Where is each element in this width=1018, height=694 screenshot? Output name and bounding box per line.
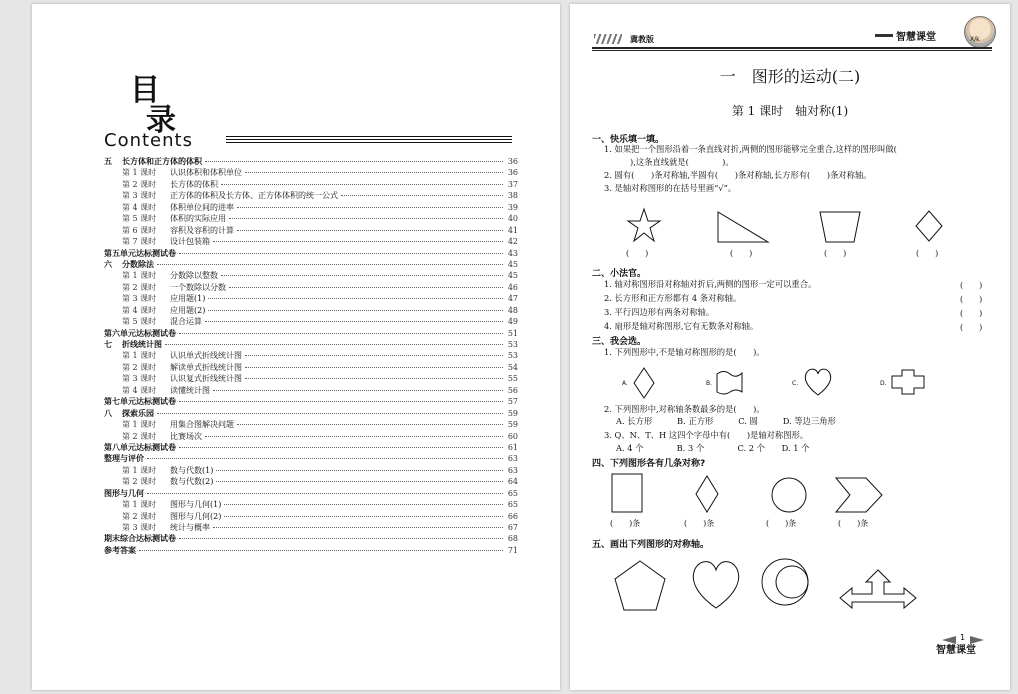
- s3-option-c: C.: [792, 380, 799, 387]
- toc-row-lesson[interactable]: [104, 213, 518, 224]
- toc-page-number: 42: [507, 237, 518, 247]
- s2-item-3: 3. 平行四边形有两条对称轴。: [604, 307, 715, 317]
- toc-page-number: 53: [507, 351, 518, 361]
- toc-row-lesson[interactable]: [104, 419, 518, 430]
- toc-leader-dots: [216, 481, 503, 482]
- toc-page-number: 53: [507, 340, 518, 349]
- toc-leader-dots: [229, 218, 503, 219]
- toc-title: 图形与几何(2): [170, 511, 222, 521]
- toc-row-lesson[interactable]: [104, 511, 518, 522]
- toc-row-test[interactable]: [104, 248, 518, 259]
- toc-leader-dots: [205, 161, 503, 162]
- toc-title: 统计与概率: [170, 523, 210, 532]
- toc-page-number: 63: [507, 465, 518, 475]
- toc-lesson-label: 第 3 课时: [122, 191, 157, 201]
- toc-title: 第六单元达标测试卷: [104, 328, 176, 338]
- s1-answer-1[interactable]: ( ): [626, 249, 649, 258]
- toc-page-number: 59: [507, 420, 518, 430]
- nested-circles-shape: [760, 556, 812, 608]
- toc-page-number: 41: [507, 225, 518, 235]
- toc-title: 认识单式折线统计图: [170, 351, 242, 361]
- toc-row-test[interactable]: [104, 545, 518, 556]
- toc-title: 分数除以整数: [170, 271, 218, 281]
- toc-page-number: 37: [507, 179, 518, 189]
- toc-row-lesson[interactable]: [104, 225, 518, 236]
- section-5-heading: 五、画出下列图形的对称轴。: [592, 540, 710, 550]
- footer-brand: 智慧课堂: [936, 645, 976, 656]
- toc-page-number: 56: [507, 385, 518, 395]
- toc-title: 一个数除以分数: [170, 282, 226, 292]
- option-c-heart-shape: [802, 366, 834, 398]
- toc-page-number: 48: [507, 305, 518, 315]
- toc-row-lesson[interactable]: [104, 373, 518, 384]
- toc-lesson-label: 第 2 课时: [122, 431, 157, 441]
- unit-title: 一 图形的运动(二): [719, 67, 861, 86]
- s3-question-3: 3. Q、N、T、H 这四个字母中有( )是轴对称图形。: [604, 430, 809, 440]
- toc-leader-dots: [179, 538, 503, 539]
- toc-page-number: 36: [507, 168, 518, 178]
- rectangle-shape: [610, 472, 644, 514]
- toc-leader-dots: [221, 184, 503, 185]
- toc-page-number: 46: [507, 282, 518, 292]
- s3-question-1: 1. 下列图形中,不是轴对称图形的是( )。: [604, 347, 765, 357]
- s4-answer-1[interactable]: ( )条: [610, 519, 641, 528]
- option-a-diamond-shape: [632, 366, 656, 400]
- section-3-heading: 三、我会选。: [592, 337, 647, 347]
- toc-leader-dots: [229, 287, 503, 288]
- toc-row-lesson[interactable]: [104, 282, 518, 293]
- toc-title: 折线统计图: [122, 340, 162, 349]
- toc-page-number: 39: [507, 202, 518, 212]
- s3-question-2: 2. 下列图形中,对称轴条数最多的是( )。: [604, 404, 765, 414]
- toc-title: 混合运算: [170, 317, 202, 327]
- toc-page-number: 63: [507, 454, 518, 464]
- toc-leader-dots: [179, 401, 503, 402]
- option-b-flag-shape: [714, 368, 744, 396]
- toc-page-number: 60: [507, 431, 518, 441]
- toc-title: 第七单元达标测试卷: [104, 397, 176, 407]
- toc-page-number: 71: [507, 545, 518, 555]
- toc-leader-dots: [179, 447, 503, 448]
- toc-row-lesson[interactable]: [104, 385, 518, 396]
- section-4-heading: 四、下列图形各有几条对称?: [592, 459, 706, 469]
- section-2-heading: 二、小法官。: [592, 269, 647, 279]
- toc-title: 图形与几何(1): [170, 500, 222, 510]
- toc-lesson-label: 第 2 课时: [122, 511, 157, 521]
- toc-title: 设计包装箱: [170, 237, 210, 247]
- edition-label: 冀教版: [630, 35, 654, 44]
- contents-banner: [104, 131, 512, 151]
- toc-leader-dots: [147, 493, 503, 494]
- s2-answer-4[interactable]: ( ): [960, 323, 983, 332]
- toc-leader-dots: [245, 355, 503, 356]
- toc-leader-dots: [245, 172, 503, 173]
- rhombus-shape: [914, 209, 944, 243]
- toc-title: 解读单式折线统计图: [170, 362, 242, 372]
- toc-row-test[interactable]: [104, 533, 518, 544]
- toc-title: 容积及容积的计算: [170, 225, 234, 235]
- s3-option-a: A.: [622, 380, 628, 387]
- toc-row-lesson[interactable]: [104, 431, 518, 442]
- toc-row-lesson[interactable]: [104, 465, 518, 476]
- toc-title: 数与代数(1): [170, 465, 214, 475]
- toc-page-number: 65: [507, 488, 518, 498]
- toc-title: 数与代数(2): [170, 477, 214, 487]
- toc-row-test[interactable]: [104, 328, 518, 339]
- s1-question-3: 3. 是轴对称图形的在括号里画“√”。: [604, 183, 737, 193]
- toc-title: 长方体和正方体的体积: [122, 157, 202, 166]
- toc-row-test[interactable]: [104, 442, 518, 453]
- toc-lesson-label: 第 6 课时: [122, 225, 157, 235]
- worksheet-page: [570, 4, 1010, 690]
- pentagon-shape: [612, 558, 668, 614]
- mascot-label: X/k: [970, 36, 980, 43]
- toc-lesson-label: 第 1 课时: [122, 351, 157, 361]
- toc-row-lesson[interactable]: [104, 350, 518, 361]
- circle-shape: [770, 476, 808, 514]
- s1-answer-4[interactable]: ( ): [916, 249, 939, 258]
- s3-option-d: D.: [880, 380, 887, 387]
- toc-page-number: 43: [507, 248, 518, 258]
- right-triangle-shape: [716, 210, 770, 244]
- s4-answer-3[interactable]: ( )条: [766, 519, 797, 528]
- toc-page-number: 36: [507, 157, 518, 166]
- toc-lesson-label: 第 1 课时: [122, 168, 157, 178]
- toc-title: 第八单元达标测试卷: [104, 442, 176, 452]
- toc-page-number: 59: [507, 408, 518, 418]
- toc-title: 认识体积和体积单位: [170, 168, 242, 178]
- header-arrow-icon: [875, 34, 893, 37]
- toc-title: 应用题(2): [170, 305, 206, 315]
- toc-title: 第五单元达标测试卷: [104, 248, 176, 258]
- diamond-shape: [694, 474, 720, 514]
- toc-lesson-label: 第 1 课时: [122, 500, 157, 510]
- toc-lesson-label: 第 5 课时: [122, 317, 157, 327]
- toc-title: 体积的实际应用: [170, 214, 226, 224]
- s1-question-2: 2. 圆有( )条对称轴,半圆有( )条对称轴,长方形有( )条对称轴。: [604, 170, 872, 180]
- toc-row-lesson[interactable]: [104, 236, 518, 247]
- toc-title: 整理与评价: [104, 454, 144, 464]
- toc-page-number: 54: [507, 362, 518, 372]
- toc-title: 认识复式折线统计图: [170, 374, 242, 384]
- toc-page-number: 61: [507, 442, 518, 452]
- toc-row-lesson[interactable]: [104, 305, 518, 316]
- toc-page-number: 68: [507, 534, 518, 544]
- toc-leader-dots: [213, 241, 503, 242]
- toc-lesson-label: 第 4 课时: [122, 385, 157, 395]
- toc-leader-dots: [224, 504, 503, 505]
- toc-lesson-label: 第 2 课时: [122, 362, 157, 372]
- header-stripes: [594, 34, 622, 44]
- toc-leader-dots: [245, 367, 503, 368]
- toc-lesson-label: 第 3 课时: [122, 523, 157, 532]
- toc-heading-char1: 目: [130, 73, 160, 108]
- s2-answer-3[interactable]: ( ): [960, 309, 983, 318]
- page-number: 1: [960, 633, 966, 642]
- toc-lesson-label: 第 3 课时: [122, 294, 157, 304]
- toc-leader-dots: [208, 310, 503, 311]
- toc-row-test[interactable]: [104, 396, 518, 407]
- toc-page-number: 65: [507, 500, 518, 510]
- contents-word: Contents: [104, 130, 193, 151]
- toc-title: 分数除法: [122, 259, 154, 269]
- toc-title: 体积单位间的进率: [170, 202, 234, 212]
- toc-page-number: 49: [507, 317, 518, 327]
- toc-page-number: 45: [507, 259, 518, 269]
- toc-title: 探索乐园: [122, 408, 154, 418]
- toc-lesson-label: 第 2 课时: [122, 477, 157, 487]
- toc-page-number: 38: [507, 191, 518, 201]
- toc-row-chapter[interactable]: [104, 259, 518, 270]
- s3-question-2-options: A. 长方形 B. 正方形 C. 圆 D. 等边三角形: [616, 416, 836, 426]
- toc-row-chapter[interactable]: [104, 339, 518, 350]
- toc-leader-dots: [245, 378, 503, 379]
- toc-row-test[interactable]: [104, 488, 518, 499]
- toc-row-lesson[interactable]: [104, 179, 518, 190]
- toc-leader-dots: [147, 458, 503, 459]
- option-d-cross-shape: [890, 368, 926, 396]
- toc-row-test[interactable]: [104, 453, 518, 464]
- toc-lesson-label: 第 4 课时: [122, 202, 157, 212]
- contents-rule: [226, 136, 512, 145]
- toc-row-lesson[interactable]: [104, 476, 518, 487]
- s3-option-b: B.: [706, 380, 713, 387]
- toc-number: 五: [104, 157, 112, 166]
- s4-answer-4[interactable]: ( )条: [838, 519, 869, 528]
- toc-title: 应用题(1): [170, 294, 206, 304]
- toc-heading-char2: 录: [146, 103, 176, 138]
- toc-lesson-label: 第 7 课时: [122, 237, 157, 247]
- toc-number: 八: [104, 408, 112, 418]
- toc-heading: [130, 73, 176, 138]
- toc-leader-dots: [179, 253, 503, 254]
- toc-title: 期末综合达标测试卷: [104, 534, 176, 544]
- toc-lesson-label: 第 2 课时: [122, 179, 157, 189]
- toc-title: 长方体的体积: [170, 179, 218, 189]
- toc-row-lesson[interactable]: [104, 499, 518, 510]
- toc-page-number: 45: [507, 271, 518, 281]
- toc-leader-dots: [224, 516, 503, 517]
- s3-question-3-options: A. 4 个 B. 3 个 C. 2 个 D. 1 个: [616, 443, 810, 453]
- toc-leader-dots: [221, 275, 503, 276]
- toc-row-lesson[interactable]: [104, 316, 518, 327]
- toc-leader-dots: [205, 321, 503, 322]
- toc-lesson-label: 第 1 课时: [122, 271, 157, 281]
- toc-leader-dots: [341, 195, 503, 196]
- toc-row-lesson[interactable]: [104, 270, 518, 281]
- toc-title: 读懂统计图: [170, 385, 210, 395]
- toc-leader-dots: [179, 333, 503, 334]
- toc-number: 七: [104, 340, 112, 349]
- toc-leader-dots: [139, 550, 503, 551]
- toc-title: 参考答案: [104, 545, 136, 555]
- toc-page-number: 55: [507, 374, 518, 384]
- s2-item-2: 2. 长方形和正方形都有 4 条对称轴。: [604, 293, 742, 303]
- header-brand: 智慧课堂: [896, 32, 936, 43]
- heart-shape: [688, 556, 744, 612]
- toc-page-number: 67: [507, 523, 518, 532]
- toc-page: [32, 4, 560, 690]
- toc-row-lesson[interactable]: [104, 190, 518, 201]
- toc-page-number: 64: [507, 477, 518, 487]
- toc-leader-dots: [205, 436, 503, 437]
- toc-row-lesson[interactable]: [104, 293, 518, 304]
- toc-row-lesson[interactable]: [104, 167, 518, 178]
- s2-item-4: 4. 扇形是轴对称图形,它有无数条对称轴。: [604, 321, 759, 331]
- s1-question-1-cont: ),这条直线就是( )。: [630, 157, 734, 167]
- toc-page-number: 57: [507, 397, 518, 407]
- star-shape: [626, 207, 662, 243]
- toc-list: [104, 156, 518, 556]
- toc-title: 正方体的体积及长方体、正方体体积的统一公式: [170, 191, 338, 201]
- header-rule: [592, 47, 992, 51]
- toc-row-lesson[interactable]: [104, 202, 518, 213]
- toc-lesson-label: 第 1 课时: [122, 465, 157, 475]
- mascot-icon: [964, 16, 996, 48]
- toc-leader-dots: [213, 390, 503, 391]
- arrows-shape: [838, 568, 918, 614]
- s4-answer-2[interactable]: ( )条: [684, 519, 715, 528]
- toc-title: 用集合图解决问题: [170, 420, 234, 430]
- toc-row-lesson[interactable]: [104, 362, 518, 373]
- s2-item-1: 1. 轴对称图形沿对称轴对折后,两侧的图形一定可以重合。: [604, 279, 817, 289]
- toc-lesson-label: 第 2 课时: [122, 282, 157, 292]
- trapezoid-shape: [818, 210, 862, 244]
- toc-number: 六: [104, 259, 112, 269]
- s2-answer-1[interactable]: ( ): [960, 281, 983, 290]
- s2-answer-2[interactable]: ( ): [960, 295, 983, 304]
- toc-leader-dots: [208, 298, 503, 299]
- toc-leader-dots: [237, 230, 503, 231]
- toc-leader-dots: [157, 413, 503, 414]
- toc-lesson-label: 第 4 课时: [122, 305, 157, 315]
- toc-page-number: 51: [507, 328, 518, 338]
- toc-lesson-label: 第 1 课时: [122, 420, 157, 430]
- toc-leader-dots: [237, 207, 503, 208]
- toc-row-chapter[interactable]: [104, 156, 518, 167]
- s1-answer-2[interactable]: ( ): [730, 249, 753, 258]
- toc-lesson-label: 第 5 课时: [122, 214, 157, 224]
- s1-question-1: 1. 如果把一个图形沿着一条直线对折,两侧的图形能够完全重合,这样的图形叫做(: [604, 144, 897, 154]
- toc-row-lesson[interactable]: [104, 522, 518, 533]
- toc-leader-dots: [165, 344, 503, 345]
- lesson-title: 第 1 课时 轴对称(1): [731, 104, 849, 118]
- toc-lesson-label: 第 3 课时: [122, 374, 157, 384]
- toc-page-number: 66: [507, 511, 518, 521]
- section-1-heading: 一、快乐填一填。: [592, 135, 665, 145]
- toc-leader-dots: [216, 470, 503, 471]
- toc-leader-dots: [237, 424, 503, 425]
- toc-leader-dots: [157, 264, 503, 265]
- s1-answer-3[interactable]: ( ): [824, 249, 847, 258]
- chevron-shape: [834, 476, 884, 514]
- toc-title: 比赛场次: [170, 431, 202, 441]
- toc-row-chapter[interactable]: [104, 408, 518, 419]
- toc-title: 图形与几何: [104, 488, 144, 498]
- toc-page-number: 47: [507, 294, 518, 304]
- toc-leader-dots: [213, 527, 503, 528]
- toc-page-number: 40: [507, 214, 518, 224]
